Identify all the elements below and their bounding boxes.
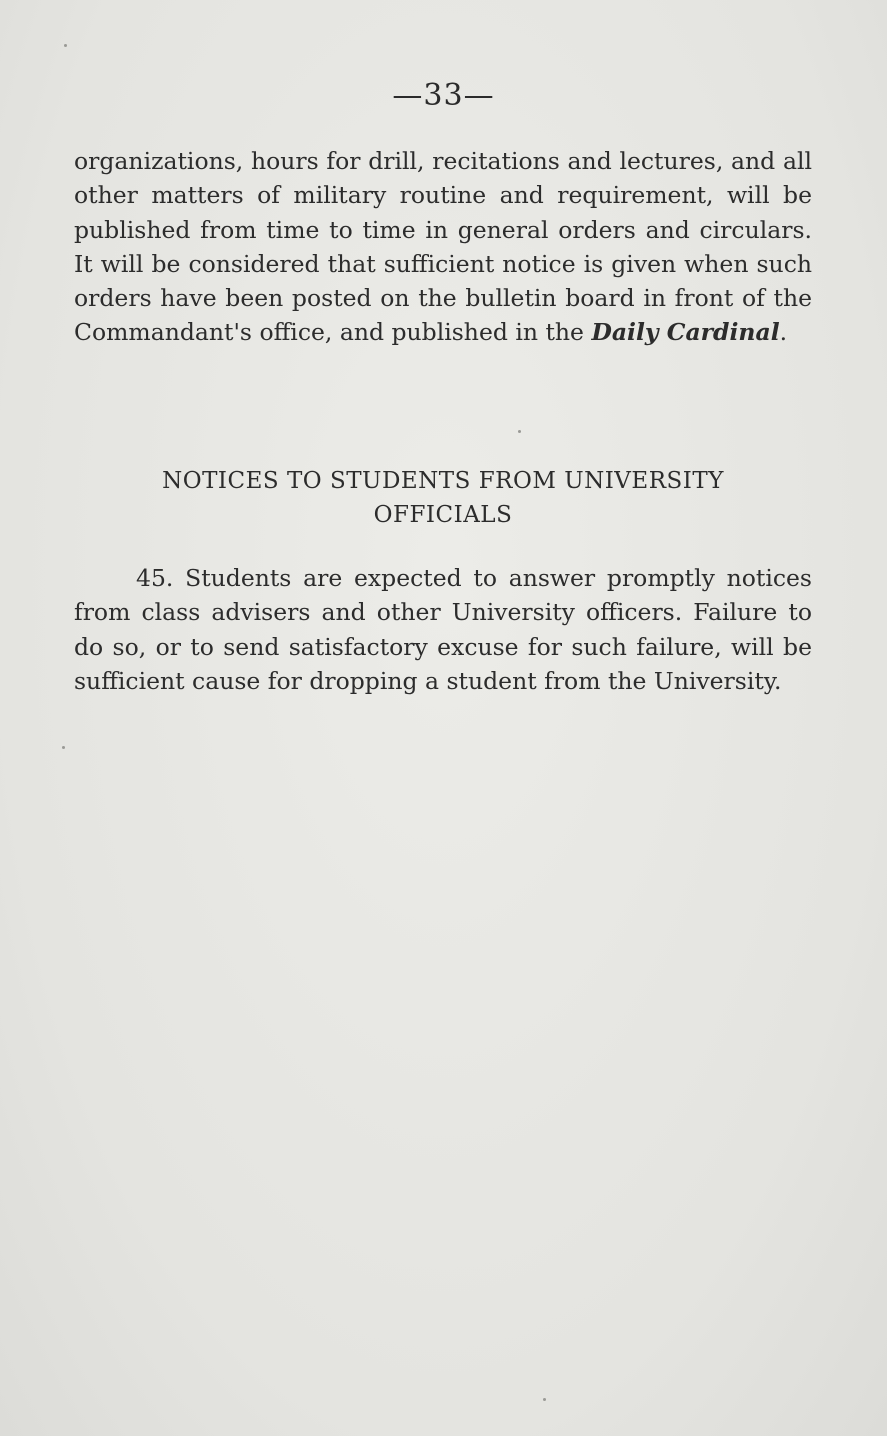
- page-number: —33—: [392, 78, 495, 113]
- section-heading-line-2: OFFICIALS: [373, 502, 513, 528]
- paper-speck: [64, 44, 67, 47]
- newspaper-title: Daily Cardinal: [591, 318, 780, 347]
- section-heading: [74, 464, 812, 532]
- paragraph-continuation: [74, 144, 812, 350]
- paragraph-1-end: .: [779, 318, 788, 347]
- paragraph-45: 45. Students are expected to answer promptly notices from class advisers and other University officers. Failure to do so, or to send satisfactory excuse for such failure, will be sufficient cause for dropping a student from the University.: [74, 564, 812, 695]
- paragraph-1-text: organizations, hours for drill, recitations and lectures, and all other matters of military routine and requirement, will be published from time to time in general orders and circulars. It will be considered that sufficient notice is given when such orders have been posted on the bulletin board in front of the Commandant's office, and published in the: [74, 147, 812, 347]
- paper-speck: [543, 1398, 546, 1401]
- section-heading-line-1: NOTICES TO STUDENTS FROM UNIVERSITY: [162, 468, 724, 494]
- paper-speck: [62, 746, 65, 749]
- paper-speck: [518, 430, 521, 433]
